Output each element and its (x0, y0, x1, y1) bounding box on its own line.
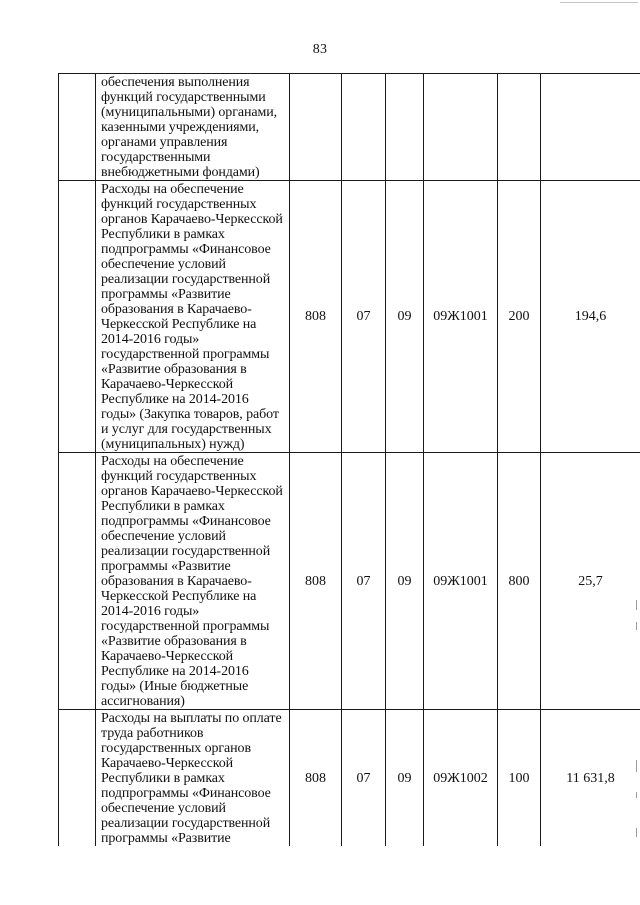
amount-cell: 11 631,8 (541, 710, 640, 847)
target-article-cell: 09Ж1002 (424, 710, 498, 847)
expense-name-cell: Расходы на обеспечение функций государственных органов Карачаево-Черкесской Республики в рамках подпрограммы «Финансовое обеспечение условий реализации государственной программы «Развитие образования в Карачаево- Черкесской Республике на 2014-2016 годы» государственной программы «Развитие образования в Карачаево-Черкесской Республике на 2014-2016 годы» (Иные бюджетные ассигнования) (96, 453, 290, 710)
row-index-cell (59, 710, 96, 847)
expense-name-cell: Расходы на выплаты по оплате труда работников государственных органов Карачаево-Черкесской Республики в рамках подпрограммы «Финансовое обеспечение условий реализации государственной программы «Развитие (96, 710, 290, 847)
target-article-cell (424, 74, 498, 181)
table-row (59, 453, 640, 710)
subsection-code-cell: 09 (386, 453, 424, 710)
scan-edge-mark (636, 600, 637, 610)
target-article-cell: 09Ж1001 (424, 181, 498, 453)
scan-edge-mark (560, 2, 638, 3)
expense-type-cell: 100 (498, 710, 541, 847)
department-code-cell: 808 (290, 181, 342, 453)
expense-type-cell: 800 (498, 453, 541, 710)
amount-cell (541, 74, 640, 181)
section-code-cell: 07 (342, 181, 386, 453)
scan-edge-mark (636, 828, 637, 837)
expense-name-cell: Расходы на обеспечение функций государственных органов Карачаево-Черкесской Республики в рамках подпрограммы «Финансовое обеспечение условий реализации государственной программы «Развитие образования в Карачаево- Черкесской Республике на 2014-2016 годы» государственной программы «Развитие образования в Карачаево-Черкесской Республике на 2014-2016 годы» (Закупка товаров, работ и услуг для государственных (муниципальных) нужд) (96, 181, 290, 453)
row-index-cell (59, 181, 96, 453)
subsection-code-cell (386, 74, 424, 181)
table-row (59, 74, 640, 181)
expense-type-cell: 200 (498, 181, 541, 453)
subsection-code-cell: 09 (386, 710, 424, 847)
scan-edge-mark (636, 792, 637, 798)
scan-edge-mark (636, 760, 637, 772)
scan-edge-mark (636, 622, 637, 630)
expense-name-cell: обеспечения выполнения функций государственными (муниципальными) органами, казенными учреждениями, органами управления государственными внебюджетными фондами) (96, 74, 290, 181)
department-code-cell (290, 74, 342, 181)
amount-cell: 25,7 (541, 453, 640, 710)
section-code-cell: 07 (342, 453, 386, 710)
subsection-code-cell: 09 (386, 181, 424, 453)
table-row (59, 181, 640, 453)
amount-cell: 194,6 (541, 181, 640, 453)
row-index-cell (59, 453, 96, 710)
section-code-cell: 07 (342, 710, 386, 847)
page-number: 83 (312, 42, 328, 57)
table-row (59, 710, 640, 847)
department-code-cell: 808 (290, 453, 342, 710)
row-index-cell (59, 74, 96, 181)
department-code-cell: 808 (290, 710, 342, 847)
target-article-cell: 09Ж1001 (424, 453, 498, 710)
budget-table (58, 73, 640, 846)
section-code-cell (342, 74, 386, 181)
expense-type-cell (498, 74, 541, 181)
